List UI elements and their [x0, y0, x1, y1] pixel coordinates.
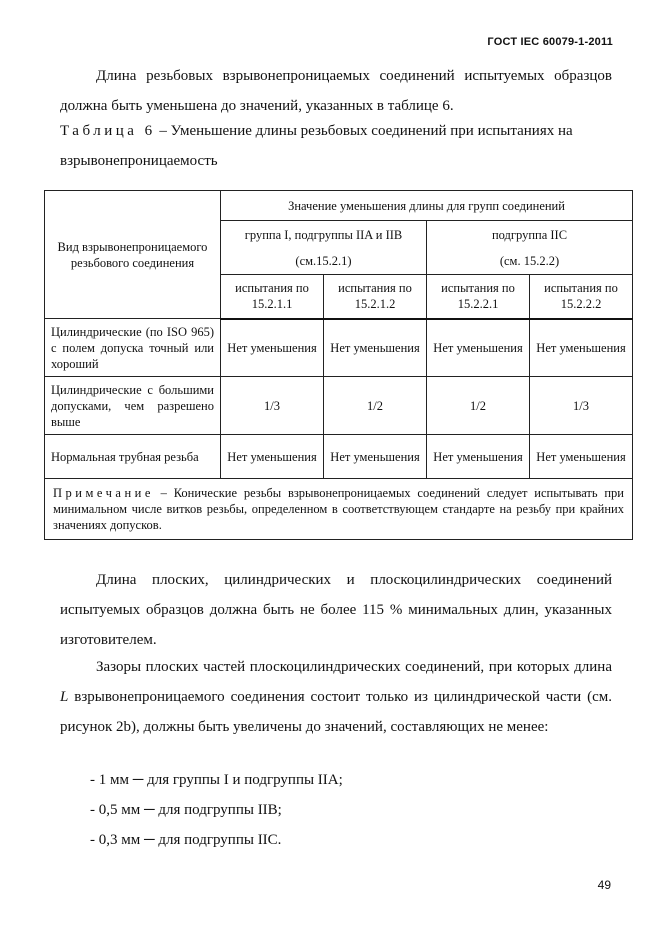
test-header-cell: испытания по 15.2.2.1 [427, 275, 530, 319]
row-header-cell: Вид взрывонепроницаемого резьбового соединения [45, 191, 221, 319]
note-label: Примечание [53, 486, 154, 500]
paragraph-3-part-2: взрывонепроницаемого соединения состоит только из цилиндрической части (см. рисунок 2b), должны быть увеличены до значений, составляющих не менее: [60, 689, 612, 735]
group1-ref: (см.15.2.1) [295, 253, 352, 268]
group2-label: подгруппа IIC [491, 227, 568, 242]
value-cell: Нет уменьшения [324, 435, 427, 479]
row-name-cell: Цилиндрические (по ISO 965) с полем допуска точный или хороший [45, 319, 221, 377]
value-cell: Нет уменьшения [530, 435, 633, 479]
table-caption-text: – Уменьшение длины резьбовых соединений при испытаниях на взрывонепроницаемость [60, 123, 573, 169]
test-header-cell: испытания по 15.2.2.2 [530, 275, 633, 319]
value-cell: Нет уменьшения [324, 319, 427, 377]
value-cell: 1/2 [427, 377, 530, 435]
reduction-table [44, 190, 633, 540]
list-item: - 0,5 мм ─ для подгруппы IIB; [90, 802, 282, 818]
value-cell: Нет уменьшения [530, 319, 633, 377]
value-cell: 1/3 [221, 377, 324, 435]
group-header-cell: Значение уменьшения длины для групп соединений [221, 191, 633, 221]
value-cell: 1/3 [530, 377, 633, 435]
table-row [45, 319, 633, 377]
value-cell: Нет уменьшения [221, 319, 324, 377]
group2-header-cell [427, 221, 633, 275]
paragraph-2: Длина плоских, цилиндрических и плоскоцилиндрических соединений испытуемых образцов должна быть не более 115 % минимальных длин, указанных изготовителем. [60, 572, 612, 648]
value-cell: Нет уменьшения [221, 435, 324, 479]
table-row [45, 435, 633, 479]
group2-ref: (см. 15.2.2) [499, 253, 560, 268]
value-cell: Нет уменьшения [427, 319, 530, 377]
page-number: 49 [597, 878, 611, 892]
intro-paragraph: Длина резьбовых взрывонепроницаемых соединений испытуемых образцов должна быть уменьшена до значений, указанных в таблице 6. [60, 68, 612, 114]
list-item: - 0,3 мм ─ для подгруппы IIC. [90, 832, 282, 848]
group1-label: группа I, подгруппы IIA и IIB [244, 227, 403, 242]
table-caption [60, 116, 620, 176]
row-name-cell: Нормальная трубная резьба [45, 435, 221, 479]
paragraph-3-part-1: Зазоры плоских частей плоскоцилиндрических соединений, при которых длина [96, 659, 612, 675]
paragraph-3 [60, 652, 612, 742]
document-header: ГОСТ IEC 60079-1-2011 [487, 36, 613, 48]
table-caption-label: Таблица 6 [60, 123, 156, 139]
value-cell: 1/2 [324, 377, 427, 435]
test-header-cell: испытания по 15.2.1.1 [221, 275, 324, 319]
group1-header-cell [221, 221, 427, 275]
value-cell: Нет уменьшения [427, 435, 530, 479]
test-header-cell: испытания по 15.2.1.2 [324, 275, 427, 319]
table-header-row-1 [45, 191, 633, 221]
length-variable: L [60, 689, 69, 705]
note-text: – Конические резьбы взрывонепроницаемых соединений следует испытывать при минимальном числе витков резьбы, определенном в соответствующем стандарте на резьбу при крайних значениях допусков. [53, 486, 624, 532]
table-row [45, 377, 633, 435]
list-item: - 1 мм ─ для группы I и подгруппы IIA; [90, 772, 343, 788]
table-note [45, 479, 633, 540]
row-name-cell: Цилиндрические с большими допусками, чем разрешено выше [45, 377, 221, 435]
table-note-row [45, 479, 633, 540]
